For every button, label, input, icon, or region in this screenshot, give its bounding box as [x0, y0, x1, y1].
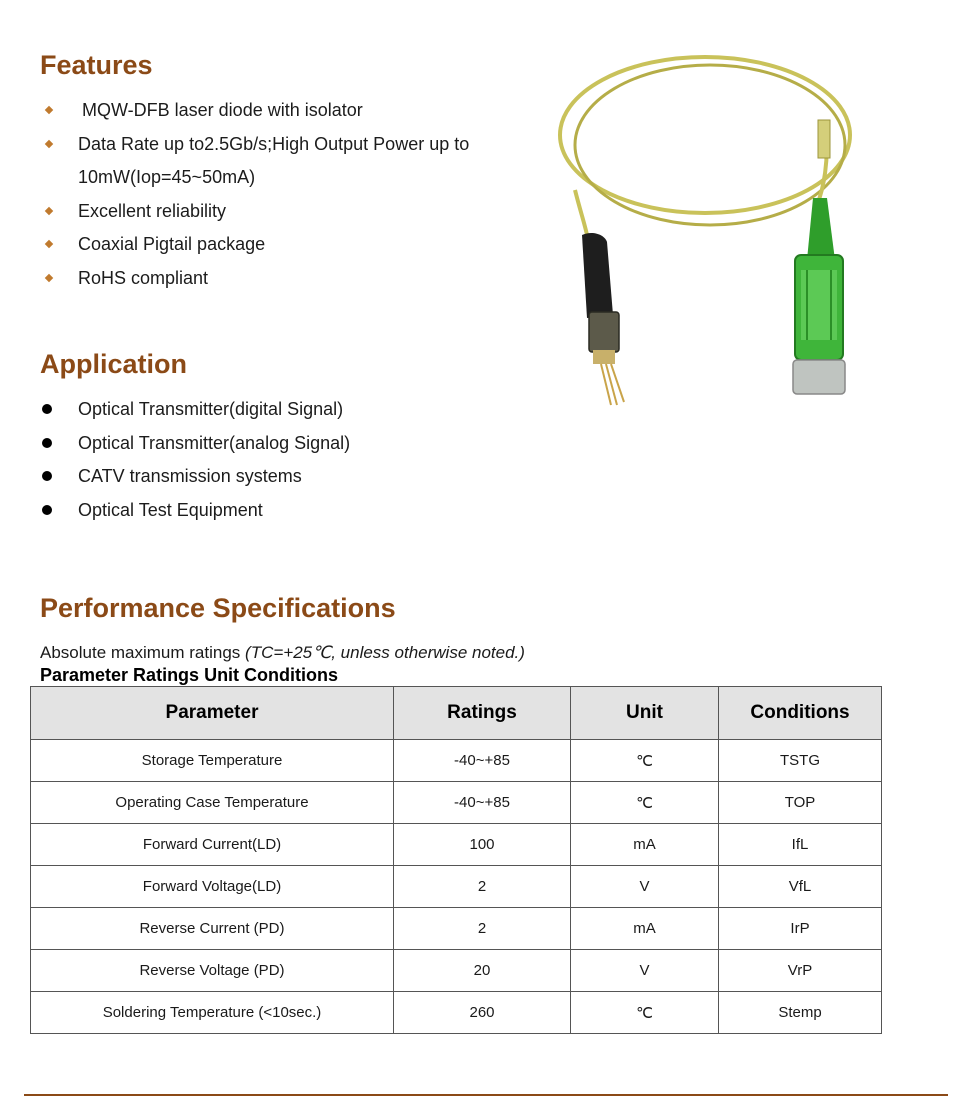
table-row: [31, 908, 882, 950]
footer-divider: [24, 1094, 948, 1096]
cell-condition: Stemp: [719, 992, 882, 1034]
cell-condition: VrP: [719, 950, 882, 992]
cell-unit: mA: [571, 908, 719, 950]
table-heading: Parameter Ratings Unit Conditions: [40, 665, 339, 685]
column-header-conditions: Conditions: [719, 687, 882, 740]
cell-parameter: Storage Temperature: [31, 740, 394, 782]
list-item: RoHS compliant: [40, 262, 469, 296]
list-item: Optical Transmitter(analog Signal): [40, 427, 350, 461]
cell-parameter: Reverse Voltage (PD): [31, 950, 394, 992]
table-row: [31, 866, 882, 908]
cell-unit: V: [571, 866, 719, 908]
cell-condition: TOP: [719, 782, 882, 824]
list-item: MQW-DFB laser diode with isolator: [40, 94, 469, 128]
list-item: Optical Test Equipment: [40, 494, 350, 528]
diamond-bullet-icon: [45, 106, 53, 114]
cell-parameter: Soldering Temperature (<10sec.): [31, 992, 394, 1034]
cell-condition: VfL: [719, 866, 882, 908]
table-header-row: [31, 687, 882, 740]
list-item: Excellent reliability: [40, 195, 469, 229]
list-item: Data Rate up to2.5Gb/s;High Output Power up to: [40, 128, 469, 162]
cell-rating: -40~+85: [394, 782, 571, 824]
diamond-bullet-icon: [45, 240, 53, 248]
table-row: [31, 824, 882, 866]
performance-title: Performance Specifications: [40, 593, 396, 623]
fiber-sleeve: [818, 120, 830, 158]
round-bullet-icon: [42, 505, 52, 515]
diamond-bullet-icon: [45, 139, 53, 147]
cell-rating: 20: [394, 950, 571, 992]
cell-rating: 260: [394, 992, 571, 1034]
diamond-bullet-icon: [45, 206, 53, 214]
cell-rating: 2: [394, 908, 571, 950]
table-row: [31, 740, 882, 782]
list-item-continuation: 10mW(Iop=45~50mA): [78, 167, 256, 187]
cell-rating: -40~+85: [394, 740, 571, 782]
cell-unit: ℃: [571, 782, 719, 824]
table-row: [31, 950, 882, 992]
round-bullet-icon: [42, 471, 52, 481]
cell-unit: ℃: [571, 740, 719, 782]
cell-rating: 100: [394, 824, 571, 866]
column-header-ratings: Ratings: [394, 687, 571, 740]
spec-table: [30, 686, 882, 1034]
round-bullet-icon: [42, 404, 52, 414]
table-row: [31, 782, 882, 824]
list-item: Coaxial Pigtail package: [40, 228, 469, 262]
fiber-loop: [560, 57, 850, 213]
cell-unit: ℃: [571, 992, 719, 1034]
cell-condition: IfL: [719, 824, 882, 866]
column-header-parameter: Parameter: [31, 687, 394, 740]
features-list: [40, 94, 469, 295]
list-item: Optical Transmitter(digital Signal): [40, 393, 350, 427]
product-photo: [545, 30, 865, 415]
cell-unit: V: [571, 950, 719, 992]
list-item: CATV transmission systems: [40, 460, 350, 494]
cell-condition: IrP: [719, 908, 882, 950]
ratings-note: Absolute maximum ratings (TC=+25℃, unless otherwise noted.): [40, 643, 525, 662]
cell-rating: 2: [394, 866, 571, 908]
diamond-bullet-icon: [45, 273, 53, 281]
features-title: Features: [40, 50, 153, 80]
cell-unit: mA: [571, 824, 719, 866]
laser-boot: [582, 233, 613, 318]
application-list: [40, 393, 350, 527]
cell-condition: TSTG: [719, 740, 882, 782]
table-row: [31, 992, 882, 1034]
laser-housing: [589, 312, 619, 352]
column-header-unit: Unit: [571, 687, 719, 740]
application-title: Application: [40, 349, 187, 379]
connector-dust-cap: [793, 360, 845, 394]
cell-parameter: Forward Voltage(LD): [31, 866, 394, 908]
cell-parameter: Forward Current(LD): [31, 824, 394, 866]
cell-parameter: Reverse Current (PD): [31, 908, 394, 950]
connector-boot: [807, 198, 835, 260]
cell-parameter: Operating Case Temperature: [31, 782, 394, 824]
round-bullet-icon: [42, 438, 52, 448]
